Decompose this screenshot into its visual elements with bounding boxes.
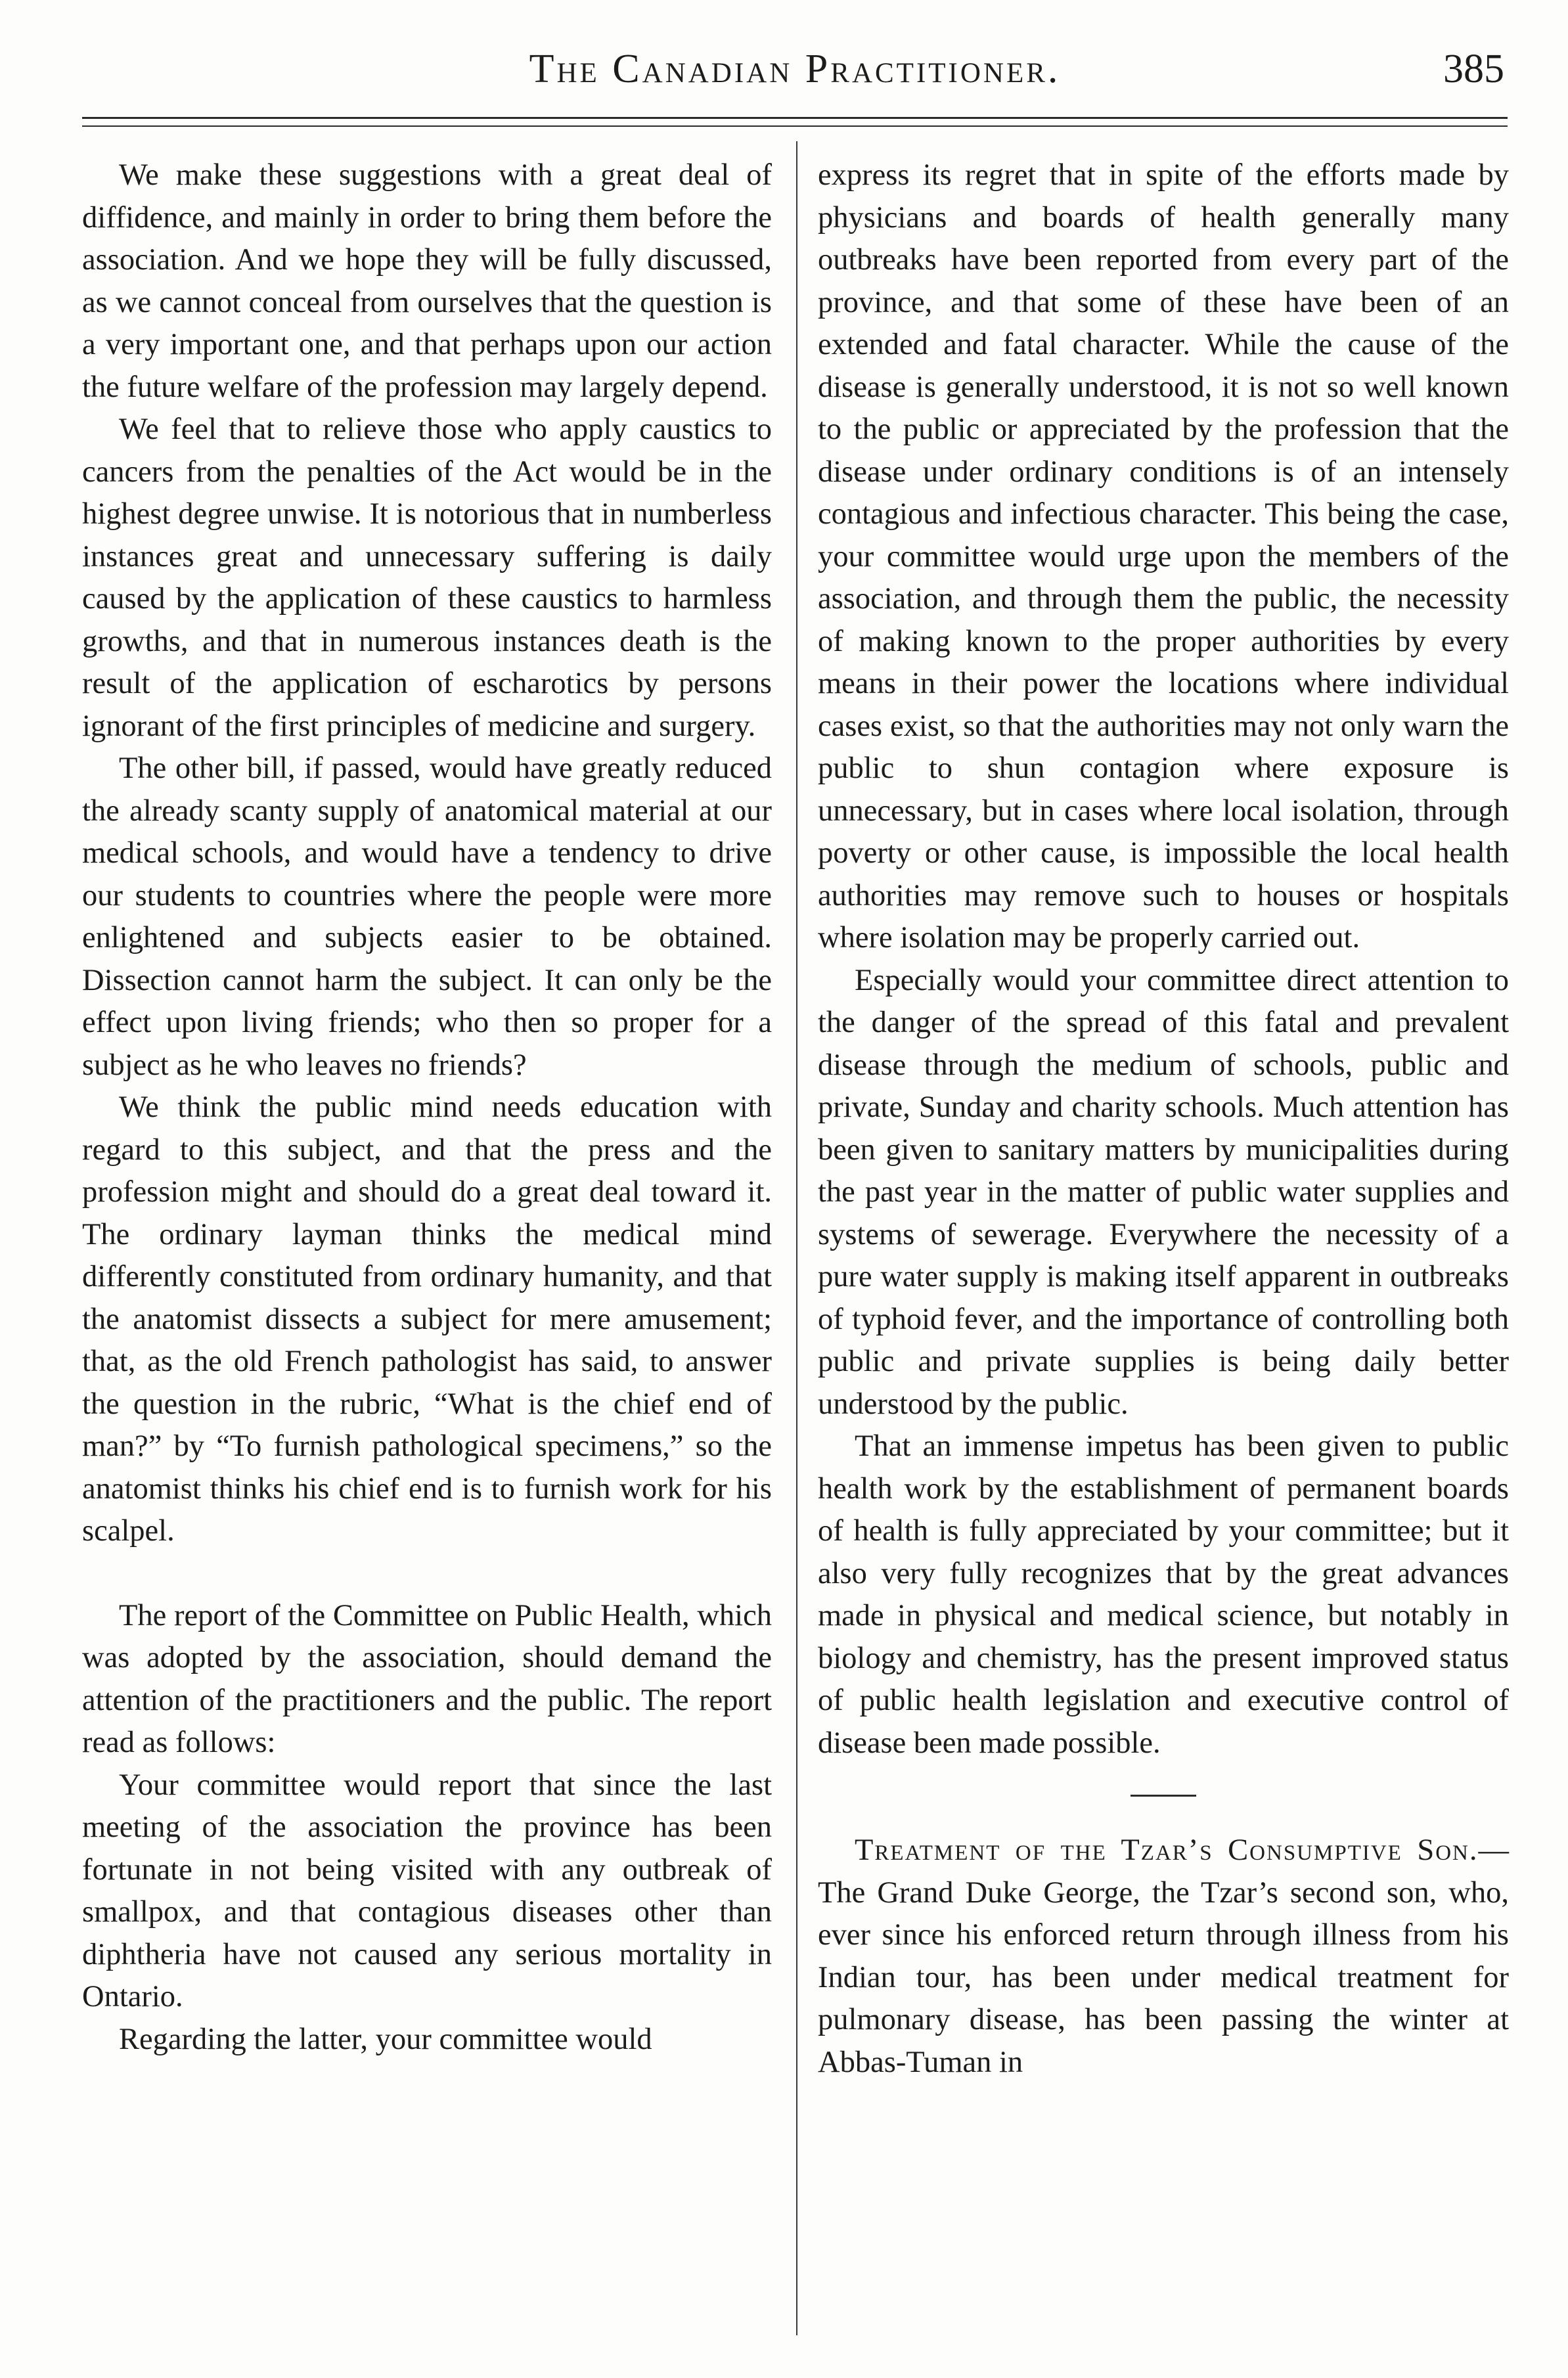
left-column — [82, 154, 772, 2061]
header-rule — [82, 117, 1508, 127]
paragraph: Regarding the latter, your committee would — [119, 2022, 652, 2056]
paragraph: We feel that to relieve those who apply caustics to cancers from the penalties of the Act would be in the highest degree unwise. It is notorious that in numberless instances great and unnecessary suffering is daily caused by the application of these caustics to harmless growths, and that in numerous instances death is the result of the application of escharotics by persons ignorant of the first principles of medicine and surgery. — [82, 413, 772, 743]
section-heading: Treatment of the Tzar’s Consumptive Son. — [855, 1833, 1479, 1867]
paragraph: express its regret that in spite of the efforts made by physicians and boards of health generally many outbreaks have been reported from every part of the province, and that some of these have been of an extended and fatal character. While the cause of the disease is generally understood, it is not so well known to the public or appreciated by the profession that the disease under ordinary conditions is of an intensely contagious and infectious character. This being the case, your committee would urge upon the members of the association, and through them the public, the necessity of making known to the proper authorities by every means in their power the locations where individual cases exist, so that the authorities may not only warn the public to shun contagion where exposure is unnecessary, but in cases where local isolation, through poverty or other cause, is impossible the local health authorities may remove such to houses or hospitals where isolation may be properly carried out. — [818, 158, 1509, 954]
paragraph: Your committee would report that since the last meeting of the association the province has been fortunate in not being visited with any outbreak of smallpox, and that contagious diseases other than diphtheria have not caused any serious mortality in Ontario. — [82, 1768, 772, 2013]
paragraph: The report of the Committee on Public Health, which was adopted by the association, should demand the attention of the practitioners and the public. The report read as follows: — [82, 1598, 772, 1759]
paragraph: We make these suggestions with a great deal of diffidence, and mainly in order to bring them before the association. And we hope they will be fully discussed, as we cannot conceal from ourselves that the question is a very important one, and that perhaps upon our action the future welfare of the profession may largely depend. — [82, 158, 772, 404]
section-paragraph — [818, 1829, 1509, 2084]
running-head — [79, 46, 1511, 105]
right-column — [818, 154, 1509, 2084]
paragraph: We think the public mind needs education with regard to this subject, and that the press and the profession might and should do a great deal toward it. The ordinary layman thinks the medical mind differently constituted from ordinary humanity, and that the anatomist dissects a subject for mere amusement; that, as the old French pathologist has said, to answer the question in the rubric, “What is the chief end of man?” by “To furnish pathological specimens,” so the anatomist thinks his chief end is to furnish work for his scalpel. — [82, 1090, 772, 1548]
page-number: 385 — [1443, 47, 1504, 91]
paragraph: That an immense impetus has been given to public health work by the establishment of permanent boards of health is fully appreciated by your committee; but it also very fully recognizes that by the great advances made in physical and medical science, but notably in biology and chemistry, has the present improved status of public health legislation and executive control of disease been made possible. — [818, 1429, 1509, 1760]
section-body: —The Grand Duke George, the Tzar’s second son, who, ever since his enforced return through illness from his Indian tour, has been under medical treatment for pulmonary disease, has been passing the winter at Abbas-Tuman in — [818, 1833, 1509, 2079]
paragraph: The other bill, if passed, would have greatly reduced the already scanty supply of anatomical material at our medical schools, and would have a tendency to drive our students to countries where the people were more enlightened and subjects easier to be obtained. Dissection cannot harm the subject. It can only be the effect upon living friends; who then so proper for a subject as he who leaves no friends? — [82, 752, 772, 1082]
paragraph: Especially would your committee direct attention to the danger of the spread of this fatal and prevalent disease through the medium of schools, public and private, Sunday and charity schools. Much attention has been given to sanitary matters by municipalities during the past year in the matter of public water supplies and systems of sewerage. Everywhere the necessity of a pure water supply is making itself apparent in outbreaks of typhoid fever, and the importance of controlling both public and private supplies is being daily better understood by the public. — [818, 963, 1509, 1421]
section-divider — [1131, 1795, 1196, 1797]
journal-title: The Canadian Practitioner. — [529, 47, 1061, 91]
column-divider — [796, 141, 797, 2335]
